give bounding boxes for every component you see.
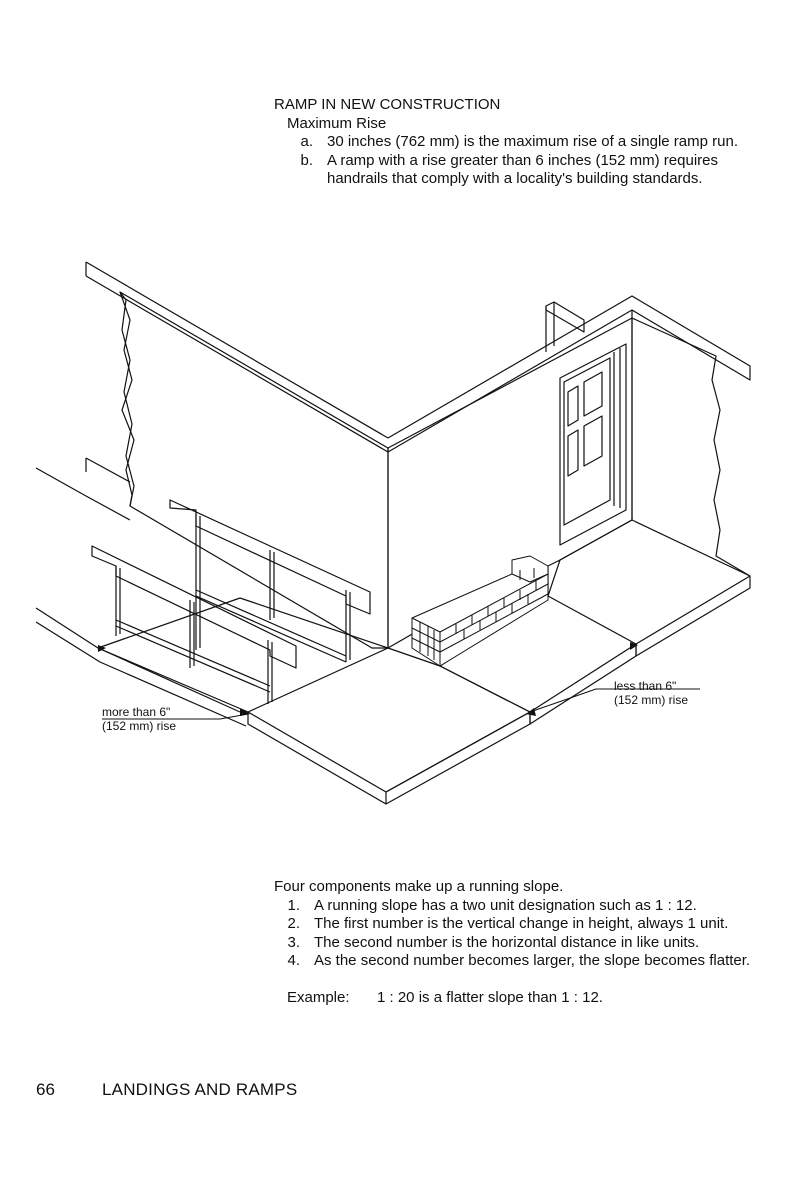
list-marker: a.	[300, 133, 313, 150]
door-panel-4	[584, 416, 602, 466]
list-marker: b.	[300, 151, 313, 169]
running-slope-intro: Four components make up a running slope.	[274, 878, 564, 895]
list-item	[274, 934, 764, 953]
list-item	[287, 133, 744, 152]
example-label: Example:	[287, 988, 350, 1006]
landing-slab-edge	[248, 712, 386, 804]
list-item-text: A ramp with a rise greater than 6 inches (152 mm) requires handrails that comply with a locality's building standards.	[327, 151, 719, 187]
door-frame-outer	[560, 344, 626, 545]
callout-line: more than 6"	[102, 705, 171, 719]
right-wall-face	[632, 318, 750, 576]
ramp-top-line	[240, 598, 388, 648]
list-item-text: As the second number becomes larger, the slope becomes flatter.	[314, 952, 751, 969]
upper-wall-top-edge	[86, 262, 388, 438]
footer-section-title: LANDINGS AND RAMPS	[102, 1080, 298, 1099]
list-item	[274, 952, 764, 971]
landing-slab-edge-right	[386, 712, 530, 804]
list-marker: 4.	[287, 952, 300, 969]
example-text: 1 : 20 is a flatter slope than 1 : 12.	[377, 988, 603, 1006]
list-marker: 3.	[287, 933, 300, 951]
list-item-text: A running slope has a two unit designation such as 1 : 12.	[314, 896, 697, 914]
handrail-lower	[92, 546, 346, 704]
section-heading: RAMP IN NEW CONSTRUCTION	[274, 96, 501, 113]
list-item-text: The first number is the vertical change in height, always 1 unit.	[314, 915, 729, 932]
top-text-section	[274, 96, 744, 189]
ramp-illustration	[0, 240, 795, 820]
handrail-upper	[170, 500, 370, 662]
landing-slab-top	[248, 648, 530, 792]
callout-line: (152 mm) rise	[614, 693, 689, 707]
ramp-side-edge-lower	[86, 458, 130, 482]
callout-more-than-6	[102, 705, 176, 733]
callout-line: (152 mm) rise	[102, 719, 177, 733]
door-panel-2	[584, 372, 602, 416]
page-number: 66	[36, 1080, 55, 1099]
list-item-text: 30 inches (762 mm) is the maximum rise of a single ramp run.	[327, 133, 738, 150]
door-leaf	[564, 358, 610, 525]
ramp-bottom-line	[98, 648, 248, 712]
door-panel-3	[568, 430, 578, 476]
left-wall-face	[120, 292, 388, 648]
upper-landing-edge	[636, 576, 750, 656]
bottom-text-section	[274, 878, 764, 1007]
callout-line: less than 6"	[614, 679, 677, 693]
brick-wall	[412, 556, 548, 666]
list-item	[274, 915, 764, 934]
list-item	[274, 897, 764, 916]
door-panel-1	[568, 386, 578, 426]
subheading: Maximum Rise	[287, 114, 387, 132]
list-item	[287, 152, 744, 189]
ramp-side-edge-upper	[36, 468, 130, 520]
list-item-text: The second number is the horizontal distance in like units.	[314, 933, 700, 951]
ramp-drawing-svg	[0, 240, 795, 820]
example-line	[287, 989, 764, 1008]
list-marker: 2.	[287, 915, 300, 932]
upper-landing	[548, 520, 750, 644]
callout-less-than-6	[614, 679, 688, 707]
list-marker: 1.	[287, 896, 300, 914]
